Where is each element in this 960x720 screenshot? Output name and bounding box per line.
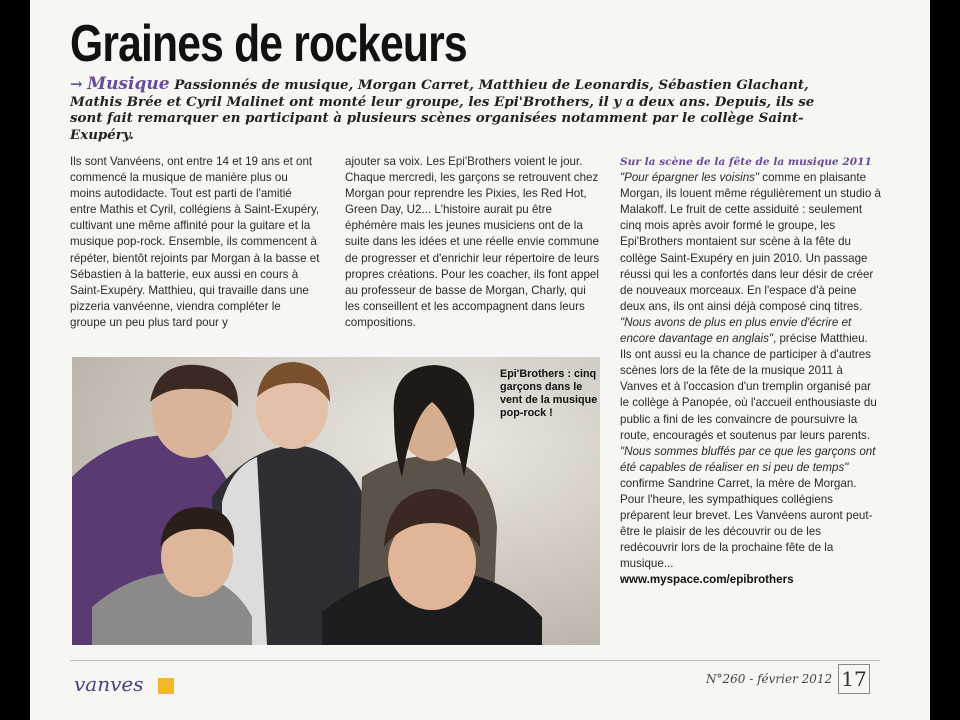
photo-caption: Epi'Brothers : cinq garçons dans le vent de la musique pop-rock ! <box>500 368 598 419</box>
website-link[interactable]: www.myspace.com/epibrothers <box>620 573 794 587</box>
page-number: 17 <box>838 664 870 694</box>
column-3 <box>620 154 882 589</box>
column-3-paragraph-2: , précise Matthieu. Ils ont aussi eu la chance de participer à d'autres scènes lors de la fête de la musique 2011 à Vanves et à l'occasion d'un tremplin organisé par le collège à Panopée, où l'accueil enthousiaste du public a fini de les convaincre de poursuivre la route, encouragés et soutenus par leurs parents. <box>620 332 877 442</box>
vanves-logo: vanves <box>74 672 144 696</box>
column-2: ajouter sa voix. Les Epi'Brothers voient le jour. Chaque mercredi, les garçons se retrouvent chez Morgan pour reprendre les Pixies, les Red Hot, Green Day, U2... L'histoire aurait pu être éphémère mais les jeunes musiciens ont de la suite dans les idées et une réelle envie commune de progresser et d'enrichir leur répertoire de leurs propres créations. Pour les coacher, ils font appel au professeur de basse de Morgan, Charly, qui les conseillent et les accompagnent dans leurs compositions. <box>345 155 600 329</box>
rubric-label: Musique <box>87 74 170 94</box>
column-3-paragraph-3: confirme Sandrine Carret, la mère de Morgan. Pour l'heure, les sympathiques collégiens préparent leur brevet. Les Vanvéens auront peut-être le plaisir de les découvrir ou de les redécouvrir lors de la prochaine fête de la musique... <box>620 476 873 571</box>
column-3-subhead: Sur la scène de la fête de la musique 2011 <box>620 156 872 168</box>
quote-1: "Pour épargner les voisins" <box>620 171 760 185</box>
quote-2: "Nous avons de plus en plus envie d'écrire et encore davantage en anglais" <box>620 315 852 346</box>
lead-text: Passionnés de musique, Morgan Carret, Matthieu de Leonardis, Sébastien Glachant, Mathis Brée et Cyril Malinet ont monté leur groupe, les Epi'Brothers, il y a deux ans. Depuis, ils se sont fait remarquer en participant à plusieurs scènes organisées notamment par le collège Saint-Exupéry. <box>70 77 815 143</box>
issue-info: N°260 - février 2012 <box>706 672 833 686</box>
arrow-icon: → <box>70 75 83 93</box>
logo-square <box>158 678 174 694</box>
article-lead <box>70 76 840 143</box>
article-title: Graines de rockeurs <box>70 15 467 73</box>
quote-3: "Nous sommes bluffés par ce que les garçons ont été capables de réaliser en si peu de temps" <box>620 444 876 474</box>
column-3-paragraph-1: comme en plaisante Morgan, ils louent même régulièrement un studio à Malakoff. Le fruit de cette assiduité : seulement cinq mois après avoir formé le groupe, les Epi'Brothers montaient sur scène à la fête du collège Saint-Exupéry en juin 2010. Un passage réussi qui les a confortés dans leur désir de créer de nouveaux morceaux. En l'espace d'à peine deux ans, ils ont ainsi déjà composé cinq titres. <box>620 171 881 313</box>
magazine-page <box>30 0 930 720</box>
footer-divider <box>70 660 880 661</box>
column-1: Ils sont Vanvéens, ont entre 14 et 19 ans et ont commencé la musique de manière plus ou moins autodidacte. Tout est parti de l'amitié entre Mathis et Cyril, collégiens à Saint-Exupéry, cultivant une même affinité pour la guitare et la musique pop-rock. Ensemble, ils commencent à répéter, bientôt rejoints par Morgan à la basse et Sébastien à la batterie, eux aussi en cours à Saint-Exupéry. Matthieu, qui travaille dans une pizzeria vanvéenne, viendra compléter le groupe un peu plus tard pour y <box>70 155 320 329</box>
